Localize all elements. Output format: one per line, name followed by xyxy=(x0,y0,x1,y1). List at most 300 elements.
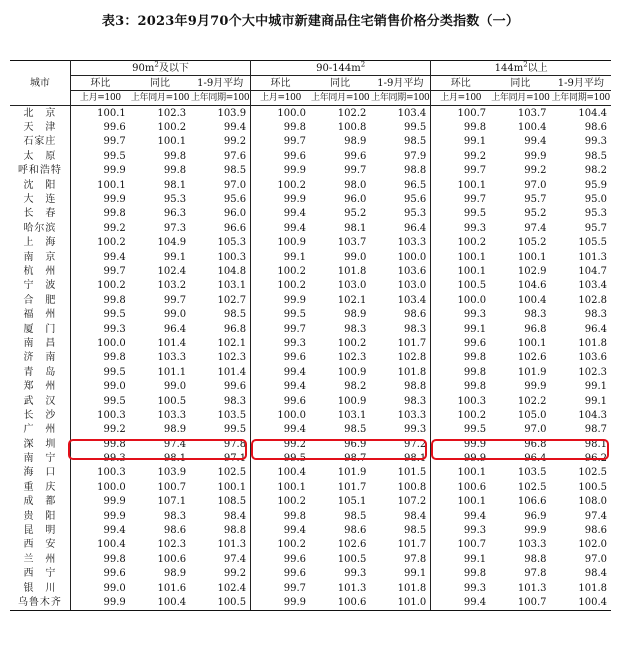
value-cell: 100.4 xyxy=(517,122,547,134)
table-row xyxy=(10,495,611,509)
value-cell: 100.2 xyxy=(277,265,306,277)
value-cell: 97.8 xyxy=(524,568,547,580)
value-cell: 97.0 xyxy=(190,178,250,192)
value-cell: 99.1 xyxy=(463,323,487,335)
value-cell: 101.6 xyxy=(157,582,187,594)
value-cell: 96.9 xyxy=(524,510,547,522)
value-cell: 100.2 xyxy=(337,337,367,349)
table-row xyxy=(10,149,611,163)
value-cell: 95.7 xyxy=(584,222,607,234)
value-cell: 100.2 xyxy=(97,237,126,249)
value-cell: 98.3 xyxy=(344,323,367,335)
value-cell: 100.5 xyxy=(337,553,367,565)
value-cell: 102.8 xyxy=(370,351,430,365)
metric-header-row xyxy=(10,76,611,91)
value-cell: 99.9 xyxy=(283,165,306,177)
value-cell: 101.4 xyxy=(157,337,187,349)
value-cell: 99.3 xyxy=(103,453,126,465)
value-cell: 100.5 xyxy=(457,280,487,292)
city-name-cell: 长 春 xyxy=(10,207,70,221)
value-cell: 102.1 xyxy=(337,294,367,306)
value-cell: 98.0 xyxy=(344,179,367,191)
value-cell: 100.2 xyxy=(277,179,306,191)
value-cell: 97.0 xyxy=(524,424,547,436)
value-cell: 99.6 xyxy=(283,395,306,407)
table-row xyxy=(10,178,611,192)
value-cell: 97.3 xyxy=(163,222,187,234)
value-cell: 99.7 xyxy=(344,165,367,177)
table-row xyxy=(10,351,611,365)
value-cell: 100.8 xyxy=(337,122,367,134)
value-cell: 105.3 xyxy=(190,236,250,250)
value-cell: 99.7 xyxy=(163,294,187,306)
value-cell: 99.8 xyxy=(103,294,126,306)
value-cell: 98.1 xyxy=(344,222,367,234)
value-cell: 99.4 xyxy=(283,424,306,436)
value-cell: 102.3 xyxy=(337,352,367,364)
table-row xyxy=(10,164,611,178)
metric-mom: 环比 xyxy=(251,76,310,91)
value-cell: 99.1 xyxy=(163,251,187,263)
value-cell: 100.1 xyxy=(457,467,487,479)
metric-yoy: 同比 xyxy=(130,76,190,91)
value-cell: 104.3 xyxy=(578,409,607,421)
value-cell: 101.3 xyxy=(517,582,547,594)
value-cell: 97.9 xyxy=(370,149,430,163)
value-cell: 99.6 xyxy=(283,352,306,364)
value-cell: 100.4 xyxy=(130,595,190,610)
value-cell: 102.7 xyxy=(190,293,250,307)
value-cell: 101.8 xyxy=(578,582,607,594)
table-row xyxy=(10,365,611,379)
value-cell: 107.1 xyxy=(157,496,187,508)
value-cell: 100.1 xyxy=(457,251,487,263)
value-cell: 100.9 xyxy=(337,395,367,407)
table-row xyxy=(10,567,611,581)
value-cell: 99.6 xyxy=(283,568,306,580)
value-cell: 100.4 xyxy=(551,595,611,610)
value-cell: 97.1 xyxy=(190,451,250,465)
value-cell: 99.9 xyxy=(103,510,126,522)
value-cell: 95.3 xyxy=(163,194,187,206)
value-cell: 99.6 xyxy=(344,150,367,162)
city-name-cell: 长 沙 xyxy=(10,408,70,422)
value-cell: 106.6 xyxy=(517,496,547,508)
value-cell: 100.0 xyxy=(457,294,487,306)
value-cell: 98.3 xyxy=(524,309,547,321)
value-cell: 103.4 xyxy=(370,106,430,121)
value-cell: 100.7 xyxy=(457,107,487,119)
value-cell: 99.3 xyxy=(103,323,126,335)
metric-mom: 环比 xyxy=(431,76,490,91)
table-row xyxy=(10,379,611,393)
table-row xyxy=(10,120,611,134)
value-cell: 99.7 xyxy=(283,323,306,335)
value-cell: 100.4 xyxy=(277,467,306,479)
value-cell: 99.8 xyxy=(463,568,487,580)
value-cell: 97.2 xyxy=(370,437,430,451)
value-cell: 98.2 xyxy=(344,381,367,393)
table-row xyxy=(10,307,611,321)
base-avg: 上年同期=100 xyxy=(190,91,250,106)
value-cell: 97.0 xyxy=(584,553,607,565)
value-cell: 97.4 xyxy=(524,222,547,234)
city-header: 城市 xyxy=(10,61,70,106)
value-cell: 102.3 xyxy=(157,107,187,119)
metric-mom: 环比 xyxy=(70,76,129,91)
value-cell: 100.6 xyxy=(457,481,487,493)
value-cell: 104.6 xyxy=(517,280,547,292)
value-cell: 98.3 xyxy=(584,309,607,321)
value-cell: 99.2 xyxy=(283,438,306,450)
base-yoy: 上年同月=100 xyxy=(130,91,190,106)
value-cell: 103.5 xyxy=(517,467,547,479)
value-cell: 98.1 xyxy=(584,438,607,450)
value-cell: 107.2 xyxy=(370,495,430,509)
value-cell: 99.1 xyxy=(463,553,487,565)
value-cell: 100.2 xyxy=(457,237,487,249)
value-cell: 99.4 xyxy=(103,251,126,263)
highlight-guangzhou-90-144 xyxy=(251,439,427,460)
value-cell: 102.3 xyxy=(157,539,187,551)
value-cell: 101.3 xyxy=(190,538,250,552)
table-row xyxy=(10,135,611,149)
value-cell: 96.0 xyxy=(190,207,250,221)
value-cell: 99.5 xyxy=(103,395,126,407)
table-row xyxy=(10,581,611,595)
value-cell: 99.4 xyxy=(283,381,306,393)
value-cell: 108.0 xyxy=(578,496,607,508)
city-name-cell: 福 州 xyxy=(10,307,70,321)
value-cell: 101.7 xyxy=(370,336,430,350)
value-cell: 104.4 xyxy=(578,107,607,119)
table-row xyxy=(10,538,611,552)
value-cell: 100.2 xyxy=(157,122,187,134)
value-cell: 96.0 xyxy=(344,194,367,206)
value-cell: 102.0 xyxy=(578,539,607,551)
table-row xyxy=(10,595,611,610)
value-cell: 99.8 xyxy=(103,553,126,565)
value-cell: 99.1 xyxy=(584,395,607,407)
value-cell: 99.5 xyxy=(283,309,306,321)
value-cell: 98.5 xyxy=(584,150,607,162)
value-cell: 99.9 xyxy=(524,150,547,162)
base-mom: 上月=100 xyxy=(431,91,490,106)
value-cell: 98.8 xyxy=(524,553,547,565)
value-cell: 101.5 xyxy=(370,466,430,480)
value-cell: 98.6 xyxy=(344,525,367,537)
table-row xyxy=(10,423,611,437)
value-cell: 97.8 xyxy=(190,437,250,451)
value-cell: 99.4 xyxy=(431,595,490,610)
value-cell: 95.6 xyxy=(370,192,430,206)
value-cell: 100.1 xyxy=(457,179,487,191)
city-name-cell: 哈尔滨 xyxy=(10,221,70,235)
value-cell: 100.7 xyxy=(157,481,187,493)
value-cell: 99.5 xyxy=(103,309,126,321)
city-name-cell: 武 汉 xyxy=(10,394,70,408)
value-cell: 102.1 xyxy=(190,336,250,350)
table-row xyxy=(10,293,611,307)
value-cell: 100.0 xyxy=(277,107,306,119)
metric-yoy: 同比 xyxy=(490,76,550,91)
value-cell: 99.9 xyxy=(524,525,547,537)
table-row xyxy=(10,466,611,480)
value-cell: 102.6 xyxy=(517,352,547,364)
table-row xyxy=(10,336,611,350)
table-row xyxy=(10,408,611,422)
value-cell: 98.4 xyxy=(190,509,250,523)
value-cell: 96.4 xyxy=(370,221,430,235)
value-cell: 98.5 xyxy=(370,523,430,537)
value-cell: 100.3 xyxy=(97,467,126,479)
metric-avg: 1-9月平均 xyxy=(370,76,430,91)
value-cell: 100.4 xyxy=(517,294,547,306)
value-cell: 99.2 xyxy=(103,424,126,436)
value-cell: 96.4 xyxy=(524,453,547,465)
value-cell: 100.0 xyxy=(370,250,430,264)
value-cell: 99.9 xyxy=(283,294,306,306)
city-name-cell: 太 原 xyxy=(10,149,70,163)
value-cell: 100.0 xyxy=(97,337,126,349)
value-cell: 104.7 xyxy=(578,265,607,277)
value-cell: 100.1 xyxy=(457,496,487,508)
value-cell: 105.1 xyxy=(337,496,367,508)
value-cell: 99.1 xyxy=(283,251,306,263)
value-cell: 99.9 xyxy=(103,496,126,508)
value-cell: 99.5 xyxy=(370,120,430,134)
city-name-cell: 成 都 xyxy=(10,495,70,509)
city-name-cell: 南 京 xyxy=(10,250,70,264)
value-cell: 99.7 xyxy=(463,165,487,177)
value-cell: 103.3 xyxy=(370,236,430,250)
table-body xyxy=(10,106,611,611)
value-cell: 95.3 xyxy=(370,207,430,221)
value-cell: 99.2 xyxy=(190,135,250,149)
value-cell: 102.3 xyxy=(190,351,250,365)
value-cell: 97.8 xyxy=(370,552,430,566)
value-cell: 99.1 xyxy=(584,381,607,393)
value-cell: 100.1 xyxy=(457,265,487,277)
value-cell: 99.4 xyxy=(283,525,306,537)
city-name-cell: 天 津 xyxy=(10,120,70,134)
value-cell: 99.3 xyxy=(283,337,306,349)
value-cell: 99.8 xyxy=(283,122,306,134)
value-cell: 99.8 xyxy=(463,366,487,378)
value-cell: 96.5 xyxy=(370,178,430,192)
value-cell: 99.8 xyxy=(103,208,126,220)
value-cell: 102.5 xyxy=(517,481,547,493)
city-name-cell: 北 京 xyxy=(10,106,70,121)
base-yoy: 上年同月=100 xyxy=(490,91,550,106)
base-avg: 上年同期=100 xyxy=(551,91,611,106)
value-cell: 99.5 xyxy=(103,366,126,378)
table-row xyxy=(10,250,611,264)
city-name-cell: 石家庄 xyxy=(10,135,70,149)
value-cell: 98.5 xyxy=(344,510,367,522)
value-cell: 99.8 xyxy=(463,352,487,364)
value-cell: 96.8 xyxy=(190,322,250,336)
value-cell: 99.8 xyxy=(103,438,126,450)
city-name-cell: 郑 州 xyxy=(10,379,70,393)
value-cell: 100.6 xyxy=(310,595,370,610)
value-cell: 103.3 xyxy=(157,352,187,364)
value-cell: 99.0 xyxy=(163,309,187,321)
value-cell: 99.7 xyxy=(103,265,126,277)
value-cell: 104.9 xyxy=(157,237,187,249)
value-cell: 105.2 xyxy=(517,237,547,249)
value-cell: 98.5 xyxy=(370,135,430,149)
value-cell: 101.8 xyxy=(337,265,367,277)
value-cell: 99.5 xyxy=(103,150,126,162)
value-cell: 98.1 xyxy=(163,453,187,465)
value-cell: 102.5 xyxy=(578,467,607,479)
value-cell: 101.4 xyxy=(190,365,250,379)
value-cell: 103.7 xyxy=(517,107,547,119)
value-cell: 99.6 xyxy=(103,122,126,134)
table-row xyxy=(10,394,611,408)
value-cell: 100.2 xyxy=(97,280,126,292)
value-cell: 97.4 xyxy=(190,552,250,566)
base-mom: 上月=100 xyxy=(70,91,129,106)
city-name-cell: 厦 门 xyxy=(10,322,70,336)
value-cell: 98.5 xyxy=(190,164,250,178)
metric-yoy: 同比 xyxy=(310,76,370,91)
city-name-cell: 宁 波 xyxy=(10,279,70,293)
value-cell: 99.9 xyxy=(70,595,129,610)
value-cell: 102.2 xyxy=(517,395,547,407)
value-cell: 100.1 xyxy=(97,107,126,119)
value-cell: 95.3 xyxy=(584,208,607,220)
value-cell: 103.3 xyxy=(517,539,547,551)
value-cell: 100.2 xyxy=(457,409,487,421)
value-cell: 99.7 xyxy=(103,136,126,148)
value-cell: 98.6 xyxy=(163,525,187,537)
value-cell: 102.9 xyxy=(517,265,547,277)
value-cell: 99.8 xyxy=(163,165,187,177)
value-cell: 99.6 xyxy=(103,568,126,580)
value-cell: 100.8 xyxy=(370,480,430,494)
price-index-table xyxy=(10,60,611,611)
city-name-cell: 沈 阳 xyxy=(10,178,70,192)
value-cell: 99.8 xyxy=(283,510,306,522)
city-name-cell: 西 宁 xyxy=(10,567,70,581)
value-cell: 98.5 xyxy=(190,307,250,321)
value-cell: 100.1 xyxy=(517,337,547,349)
value-cell: 95.6 xyxy=(190,192,250,206)
value-cell: 99.4 xyxy=(283,366,306,378)
value-cell: 100.1 xyxy=(157,136,187,148)
value-cell: 100.2 xyxy=(277,280,306,292)
value-cell: 99.2 xyxy=(103,222,126,234)
city-name-cell: 南 昌 xyxy=(10,336,70,350)
city-name-cell: 兰 州 xyxy=(10,552,70,566)
value-cell: 100.6 xyxy=(157,553,187,565)
value-cell: 100.3 xyxy=(190,250,250,264)
value-cell: 97.0 xyxy=(524,179,547,191)
value-cell: 100.1 xyxy=(517,251,547,263)
city-name-cell: 杭 州 xyxy=(10,264,70,278)
value-cell: 98.3 xyxy=(370,394,430,408)
value-cell: 100.5 xyxy=(578,481,607,493)
city-name-cell: 西 安 xyxy=(10,538,70,552)
value-cell: 105.0 xyxy=(517,409,547,421)
value-cell: 99.4 xyxy=(524,136,547,148)
metric-avg: 1-9月平均 xyxy=(190,76,250,91)
city-name-cell: 深 圳 xyxy=(10,437,70,451)
table-row xyxy=(10,279,611,293)
table-row xyxy=(10,221,611,235)
value-cell: 103.1 xyxy=(190,279,250,293)
value-cell: 99.1 xyxy=(370,567,430,581)
city-name-cell: 上 海 xyxy=(10,236,70,250)
value-cell: 99.0 xyxy=(103,582,126,594)
table-title: 表3：2023年9月70个大中城市新建商品住宅销售价格分类指数（一） xyxy=(101,14,520,29)
value-cell: 97.4 xyxy=(584,510,607,522)
value-cell: 98.3 xyxy=(190,394,250,408)
value-cell: 100.2 xyxy=(277,496,306,508)
value-cell: 98.4 xyxy=(584,568,607,580)
table-row xyxy=(10,552,611,566)
value-cell: 102.4 xyxy=(190,581,250,595)
value-cell: 99.9 xyxy=(524,381,547,393)
value-cell: 103.2 xyxy=(157,280,187,292)
value-cell: 101.9 xyxy=(337,467,367,479)
value-cell: 98.6 xyxy=(584,525,607,537)
value-cell: 100.5 xyxy=(190,595,250,610)
value-cell: 98.9 xyxy=(163,568,187,580)
table-row xyxy=(10,106,611,121)
value-cell: 99.1 xyxy=(463,136,487,148)
value-cell: 99.3 xyxy=(584,136,607,148)
value-cell: 98.9 xyxy=(344,136,367,148)
value-cell: 101.3 xyxy=(578,251,607,263)
value-cell: 108.5 xyxy=(190,495,250,509)
value-cell: 100.5 xyxy=(157,395,187,407)
value-cell: 103.6 xyxy=(578,352,607,364)
value-cell: 99.3 xyxy=(463,309,487,321)
value-cell: 100.2 xyxy=(277,539,306,551)
value-cell: 98.5 xyxy=(344,424,367,436)
value-cell: 100.0 xyxy=(97,481,126,493)
value-cell: 95.0 xyxy=(584,194,607,206)
value-cell: 99.7 xyxy=(283,136,306,148)
value-cell: 99.8 xyxy=(463,122,487,134)
value-cell: 99.9 xyxy=(283,194,306,206)
value-cell: 100.9 xyxy=(337,366,367,378)
value-cell: 97.4 xyxy=(163,438,187,450)
city-name-cell: 合 肥 xyxy=(10,293,70,307)
city-name-cell: 大 连 xyxy=(10,192,70,206)
value-cell: 98.1 xyxy=(370,451,430,465)
value-cell: 98.9 xyxy=(344,309,367,321)
value-cell: 102.4 xyxy=(157,265,187,277)
value-cell: 100.1 xyxy=(277,481,306,493)
value-cell: 103.0 xyxy=(370,279,430,293)
value-cell: 99.2 xyxy=(463,150,487,162)
value-cell: 95.2 xyxy=(344,208,367,220)
value-cell: 97.6 xyxy=(190,149,250,163)
value-cell: 95.9 xyxy=(584,179,607,191)
highlight-guangzhou-under-90 xyxy=(68,439,247,460)
city-name-cell: 海 口 xyxy=(10,466,70,480)
value-cell: 99.8 xyxy=(463,381,487,393)
value-cell: 96.2 xyxy=(584,453,607,465)
value-cell: 98.9 xyxy=(163,424,187,436)
value-cell: 98.3 xyxy=(370,322,430,336)
value-cell: 99.5 xyxy=(463,424,487,436)
value-cell: 99.4 xyxy=(463,510,487,522)
